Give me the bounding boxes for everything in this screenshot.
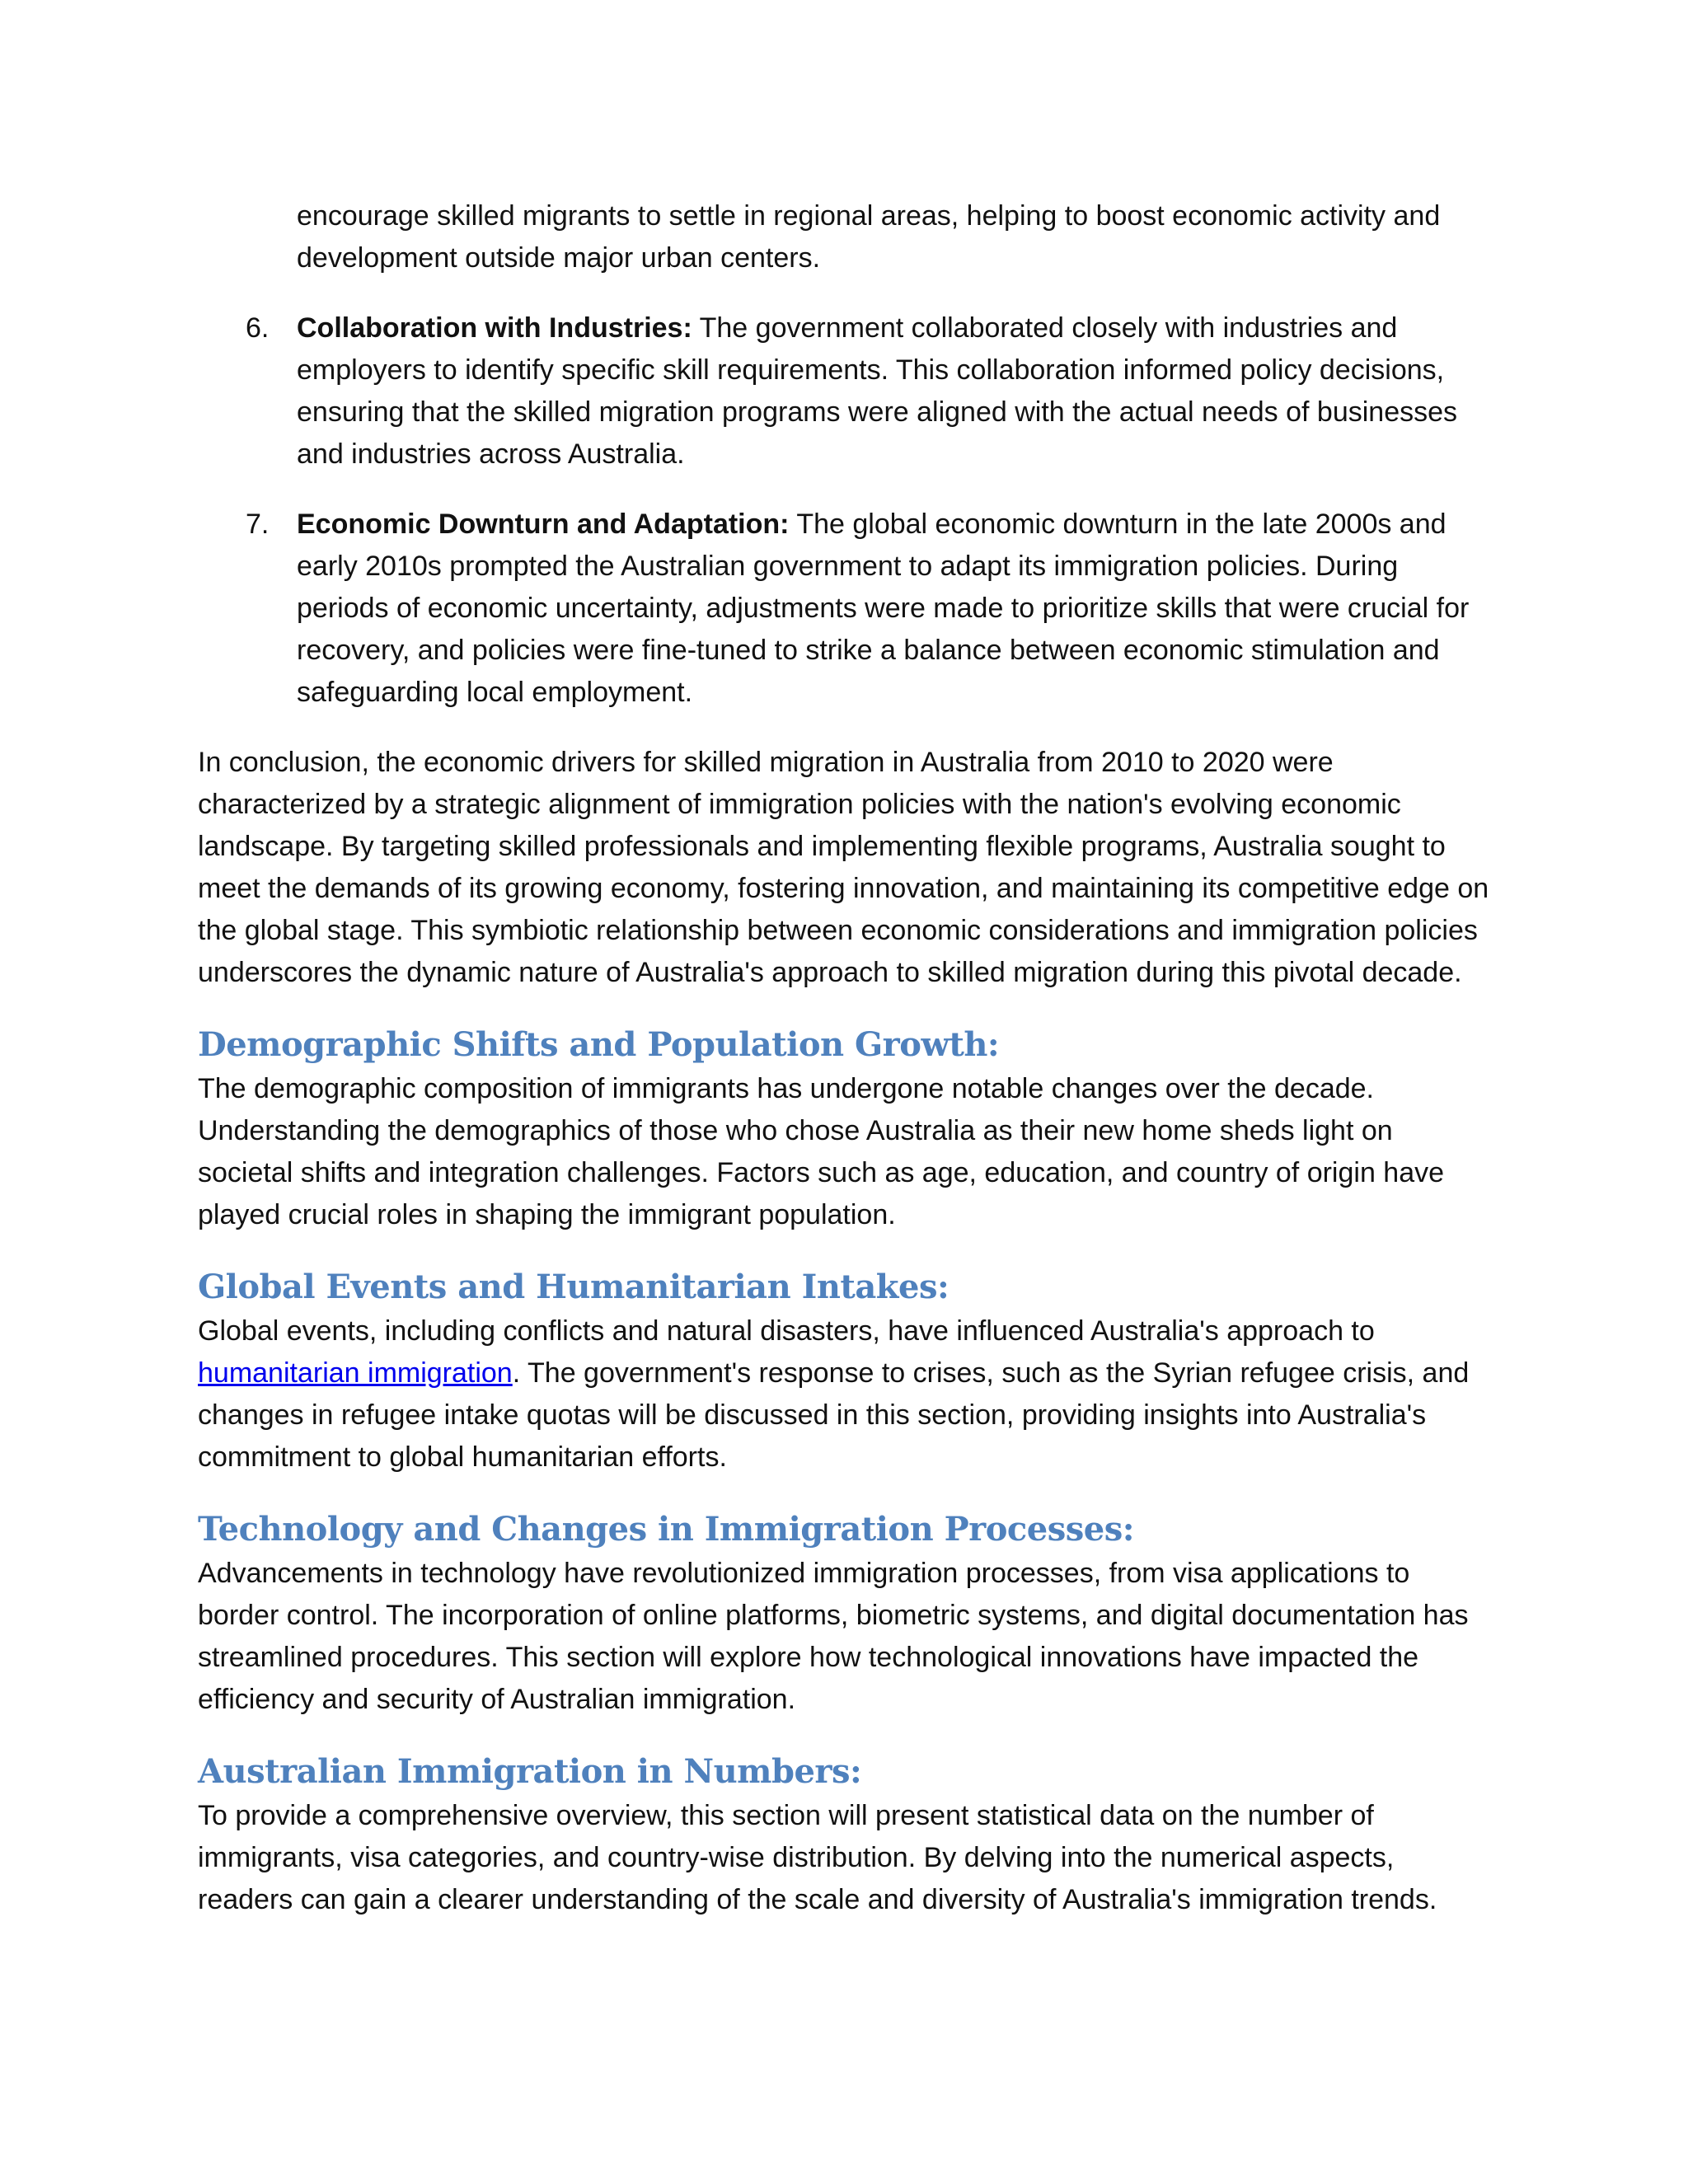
document-content [198,195,1492,1949]
list-item-7 [246,504,1492,714]
list-item-6 [246,307,1492,476]
heading-global-events: Global Events and Humanitarian Intakes: [198,1268,950,1306]
paragraph-technology: Advancements in technology have revolutionized immigration processes, from visa applications to border control. The incorporation of online platforms, biometric systems, and digital documentation has streamlined procedures. This section will explore how technological innovations have impacted the efficiency and security of Australian immigration. [198,1558,1469,1715]
heading-technology: Technology and Changes in Immigration Processes: [198,1510,1134,1549]
heading-numbers: Australian Immigration in Numbers: [198,1752,862,1791]
heading-demographic: Demographic Shifts and Population Growth: [198,1025,1000,1064]
list-number: 6. [246,312,270,344]
list-item-title: Economic Downturn and Adaptation: [297,509,790,540]
list-number: 7. [246,509,270,540]
paragraph-numbers: To provide a comprehensive overview, this section will present statistical data on the number of immigrants, visa categories, and country-wise distribution. By delving into the numerical aspects, readers can gain a clearer understanding of the scale and diversity of Australia's immigration trends. [198,1800,1437,1915]
list-item-text: The government collaborated closely with industries and employers to identify specific skill requirements. This collaboration informed policy decisions, ensuring that the skilled migration programs were aligned with the actual needs of businesses and industries across Australia. [297,312,1458,470]
paragraph-demographic: The demographic composition of immigrants has undergone notable changes over the decade. Understanding the demographics of those who chose Australia as their new home sheds light on societal shifts and integration challenges. Factors such as age, education, and country of origin have played crucial roles in shaping the immigrant population. [198,1073,1445,1230]
paragraph-global-events [198,1310,1492,1479]
paragraph-text: Global events, including conflicts and natural disasters, have influenced Australia's approach to [198,1315,1375,1347]
conclusion-paragraph: In conclusion, the economic drivers for skilled migration in Australia from 2010 to 2020 were characterized by a strategic alignment of immigration policies with the nation's evolving economic landscape. By targeting skilled professionals and implementing flexible programs, Australia sought to meet the demands of its growing economy, fostering innovation, and maintaining its competitive edge on the global stage. This symbiotic relationship between economic considerations and immigration policies underscores the dynamic nature of Australia's approach to skilled migration during this pivotal decade. [198,747,1489,988]
humanitarian-immigration-link[interactable]: humanitarian immigration [198,1357,513,1389]
list-item-title: Collaboration with Industries: [297,312,692,344]
list-item-continuation: encourage skilled migrants to settle in regional areas, helping to boost economic activity and development outside major urban centers. [297,200,1441,274]
list-item-text: The global economic downturn in the late 2000s and early 2010s prompted the Australian government to adapt its immigration policies. During periods of economic uncertainty, adjustments were made to prioritize skills that were crucial for recovery, and policies were fine-tuned to strike a balance between economic stimulation and safeguarding local employment. [297,509,1470,708]
paragraph-text: . The government's response to crises, such as the Syrian refugee crisis, and changes in refugee intake quotas will be discussed in this section, providing insights into Australia's commitment to global humanitarian efforts. [198,1357,1470,1473]
